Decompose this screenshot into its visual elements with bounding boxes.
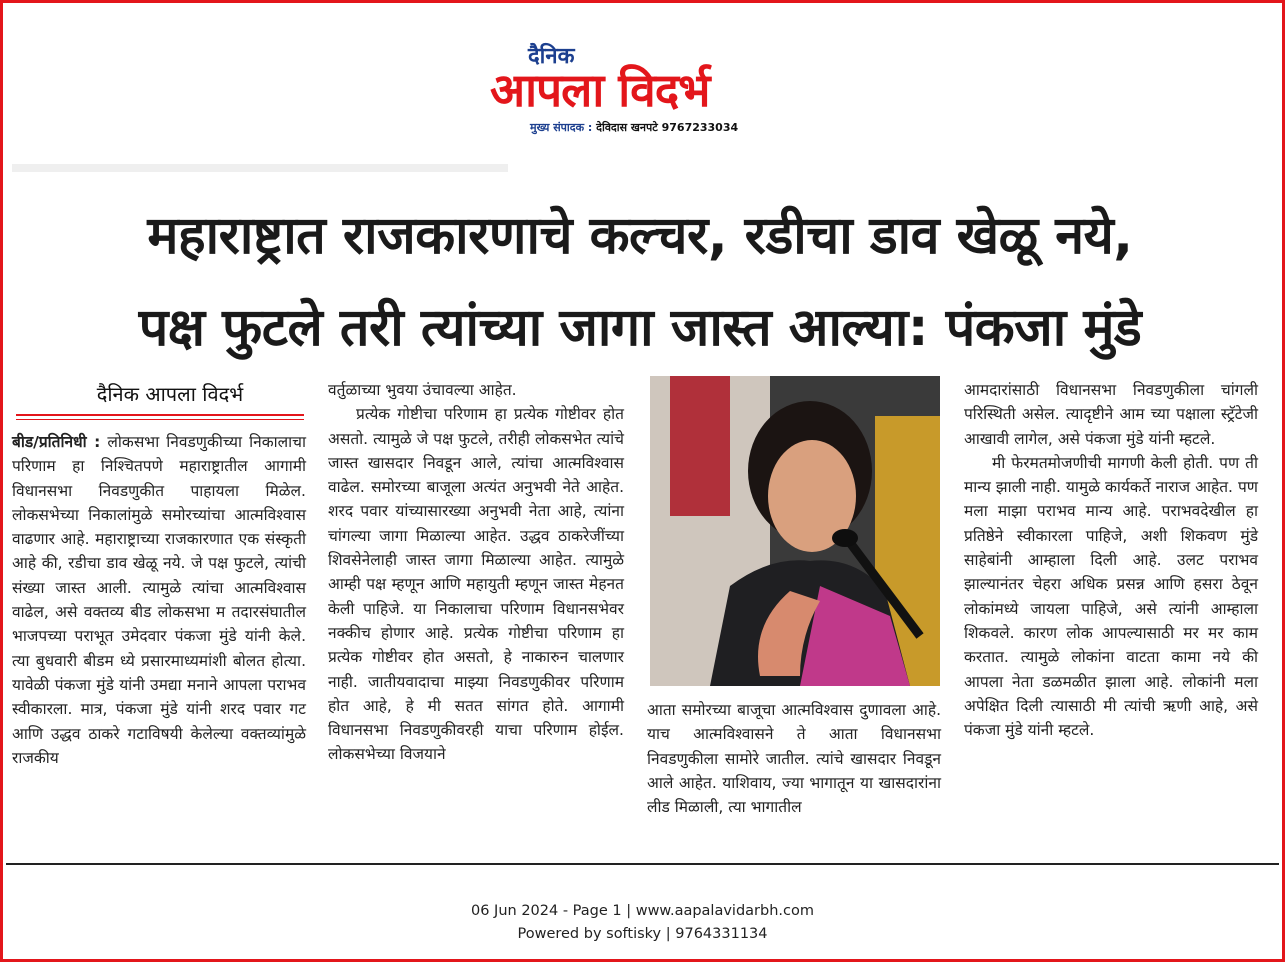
headline-line-1: महाराष्ट्रात राजकारणाचे कल्चर, रडीचा डाव खेळू नये, (147, 206, 1133, 266)
article-paragraph: आता समोरच्या बाजूचा आत्मविश्वास दुणावला आहे. याच आत्मविश्वासने ते आता विधानसभा निवडणुकीला सामोरे जातील. त्यांचे खासदार निवडून आले आहेत. याशिवाय, ज्या भागातून या खासदारांना लीड मिळाली, त्या भागातील (647, 701, 941, 817)
photo-illustration (650, 376, 940, 686)
paragraph-text: लोकसभा निवडणुकीच्या निकालाचा परिणाम हा निश्चितपणे महाराष्ट्रातील आगामी विधानसभा निवडणुकीत पाहायला मिळेल. लोकसभेच्या निकालांमुळे समोरच्यांचा आत्मविश्वास वाढणार आहे. महाराष्ट्राच्या राजकारणात एक संस्कृती आहे की, रडीचा डाव खेळू नये. जे पक्ष फुटले, त्यांची संख्या जास्त आली. त्यामुळे त्यांचा आत्मविश्वास वाढेल, असे वक्तव्य बीड लोकसभा म तदारसंघातील भाजपच्या पराभूत उमेदवार पंकजा मुंडे यांनी केले. त्या बुधवारी बीडम ध्ये प्रसारमाध्यमांशी बोलत होत्या. यावेळी पंकजा मुंडे यांनी उमद्या मनाने आपला पराभव स्वीकारला. मात्र, पंकजा मुंडे यांनी शरद पवार गट आणि उद्धव ठाकरे गटाविषयी केलेल्या वक्तव्यांमुळे राजकीय (12, 433, 306, 767)
article-paragraph: आमदारांसाठी विधानसभा निवडणुकीला चांगली परिस्थिती असेल. त्यादृष्टीने आम च्या पक्षाला स्ट्रॅटेजी आखावी लागेल, असे पंकजा मुंडे यांनी म्हटले. (964, 381, 1258, 448)
footer-date-site: 06 Jun 2024 - Page 1 | www.aapalavidarbh.com (471, 903, 814, 919)
byline: दैनिक आपला विदर्भ (96, 382, 244, 406)
bottom-divider (6, 863, 1279, 865)
article-column-3 (647, 698, 941, 819)
editor-label: मुख्य संपादक : (530, 121, 593, 134)
masthead-title: आपला विदर्भ (490, 63, 710, 117)
article-headline (20, 190, 1260, 374)
page-footer (0, 900, 1285, 946)
article-paragraph (12, 430, 306, 770)
editor-name: देविदास खनपटे 9767233034 (596, 121, 739, 134)
footer-powered-by: Powered by softisky | 9764331134 (517, 926, 768, 942)
masthead-daily-label: दैनिक (528, 44, 575, 69)
article-paragraph: प्रत्येक गोष्टीचा परिणाम हा प्रत्येक गोष्टीवर होत असतो. त्यामुळे जे पक्ष फुटले, तरीही लोकसभेत त्यांचे जास्त खासदार निवडून आले, त्यांचा आत्मविश्वास वाढेल. समोरच्या बाजूला अत्यंत अनुभवी नेते आहेत. शरद पवार यांच्यासारख्या अनुभवी नेता आहे, त्यांना चांगल्या जागा मिळाल्या आहेत. उद्धव ठाकरेजींच्या शिवसेनेलाही जास्त जागा मिळाल्या आहेत. त्यामुळे आम्ही पक्ष म्हणून आणि महायुती म्हणून जास्त मेहनत केली पाहिजे. या निकालाचा परिणाम विधानसभेवर नक्कीच होणार आहे. प्रत्येक गोष्टीचा परिणाम हा प्रत्येक गोष्टीवर होत असतो, हे नाकारुन चालणार नाही. जातीयवादाचा माझ्या निवडणुकीवर परिणाम होत आहे, हे मी सतत सांगत होते. आगामी विधानसभा निवडणुकीवरही याचा परिणाम होईल. लोकसभेच्या विजयाने (328, 405, 624, 764)
byline-rule-thin (16, 419, 304, 420)
dateline: बीड/प्रतिनिधी : (12, 433, 101, 451)
article-column-2 (328, 378, 624, 767)
top-divider (12, 164, 508, 172)
article-paragraph: मी फेरमतमोजणीची मागणी केली होती. पण ती मान्य झाली नाही. यामुळे कार्यकर्ते नाराज आहेत. पण मला माझा पराभव मान्य आहे. पराभवदेखील हा प्रतिष्ठेने स्वीकारला पाहिजे, अशी शिकवण मुंडे साहेबांनी आम्हाला दिली आहे. उलट पराभव झाल्यानंतर चेहरा अधिक प्रसन्न आणि हसरा ठेवून लोकांमध्ये जायला पाहिजे, असे त्यांनी आम्हाला शिकवले. कारण लोक आपल्यासाठी मर मर काम करतात. त्यामुळे लोकांना वाटता कामा नये की आपला नेता डळमळीत झाला आहे. लोकांनी मला अपेक्षित दिली त्यासाठी मी त्यांची ऋणी आहे, असे पंकजा मुंडे यांनी म्हटले. (964, 453, 1258, 740)
byline-rule (16, 414, 304, 416)
masthead-editor (530, 120, 738, 135)
article-paragraph: वर्तुळाच्या भुवया उंचावल्या आहेत. (328, 381, 517, 399)
article-photo (650, 376, 940, 686)
article-column-4 (964, 378, 1258, 742)
headline-line-2: पक्ष फुटले तरी त्यांच्या जागा जास्त आल्या: पंकजा मुंडे (138, 298, 1142, 358)
masthead-logo (490, 40, 810, 140)
article-column-1 (12, 430, 306, 770)
